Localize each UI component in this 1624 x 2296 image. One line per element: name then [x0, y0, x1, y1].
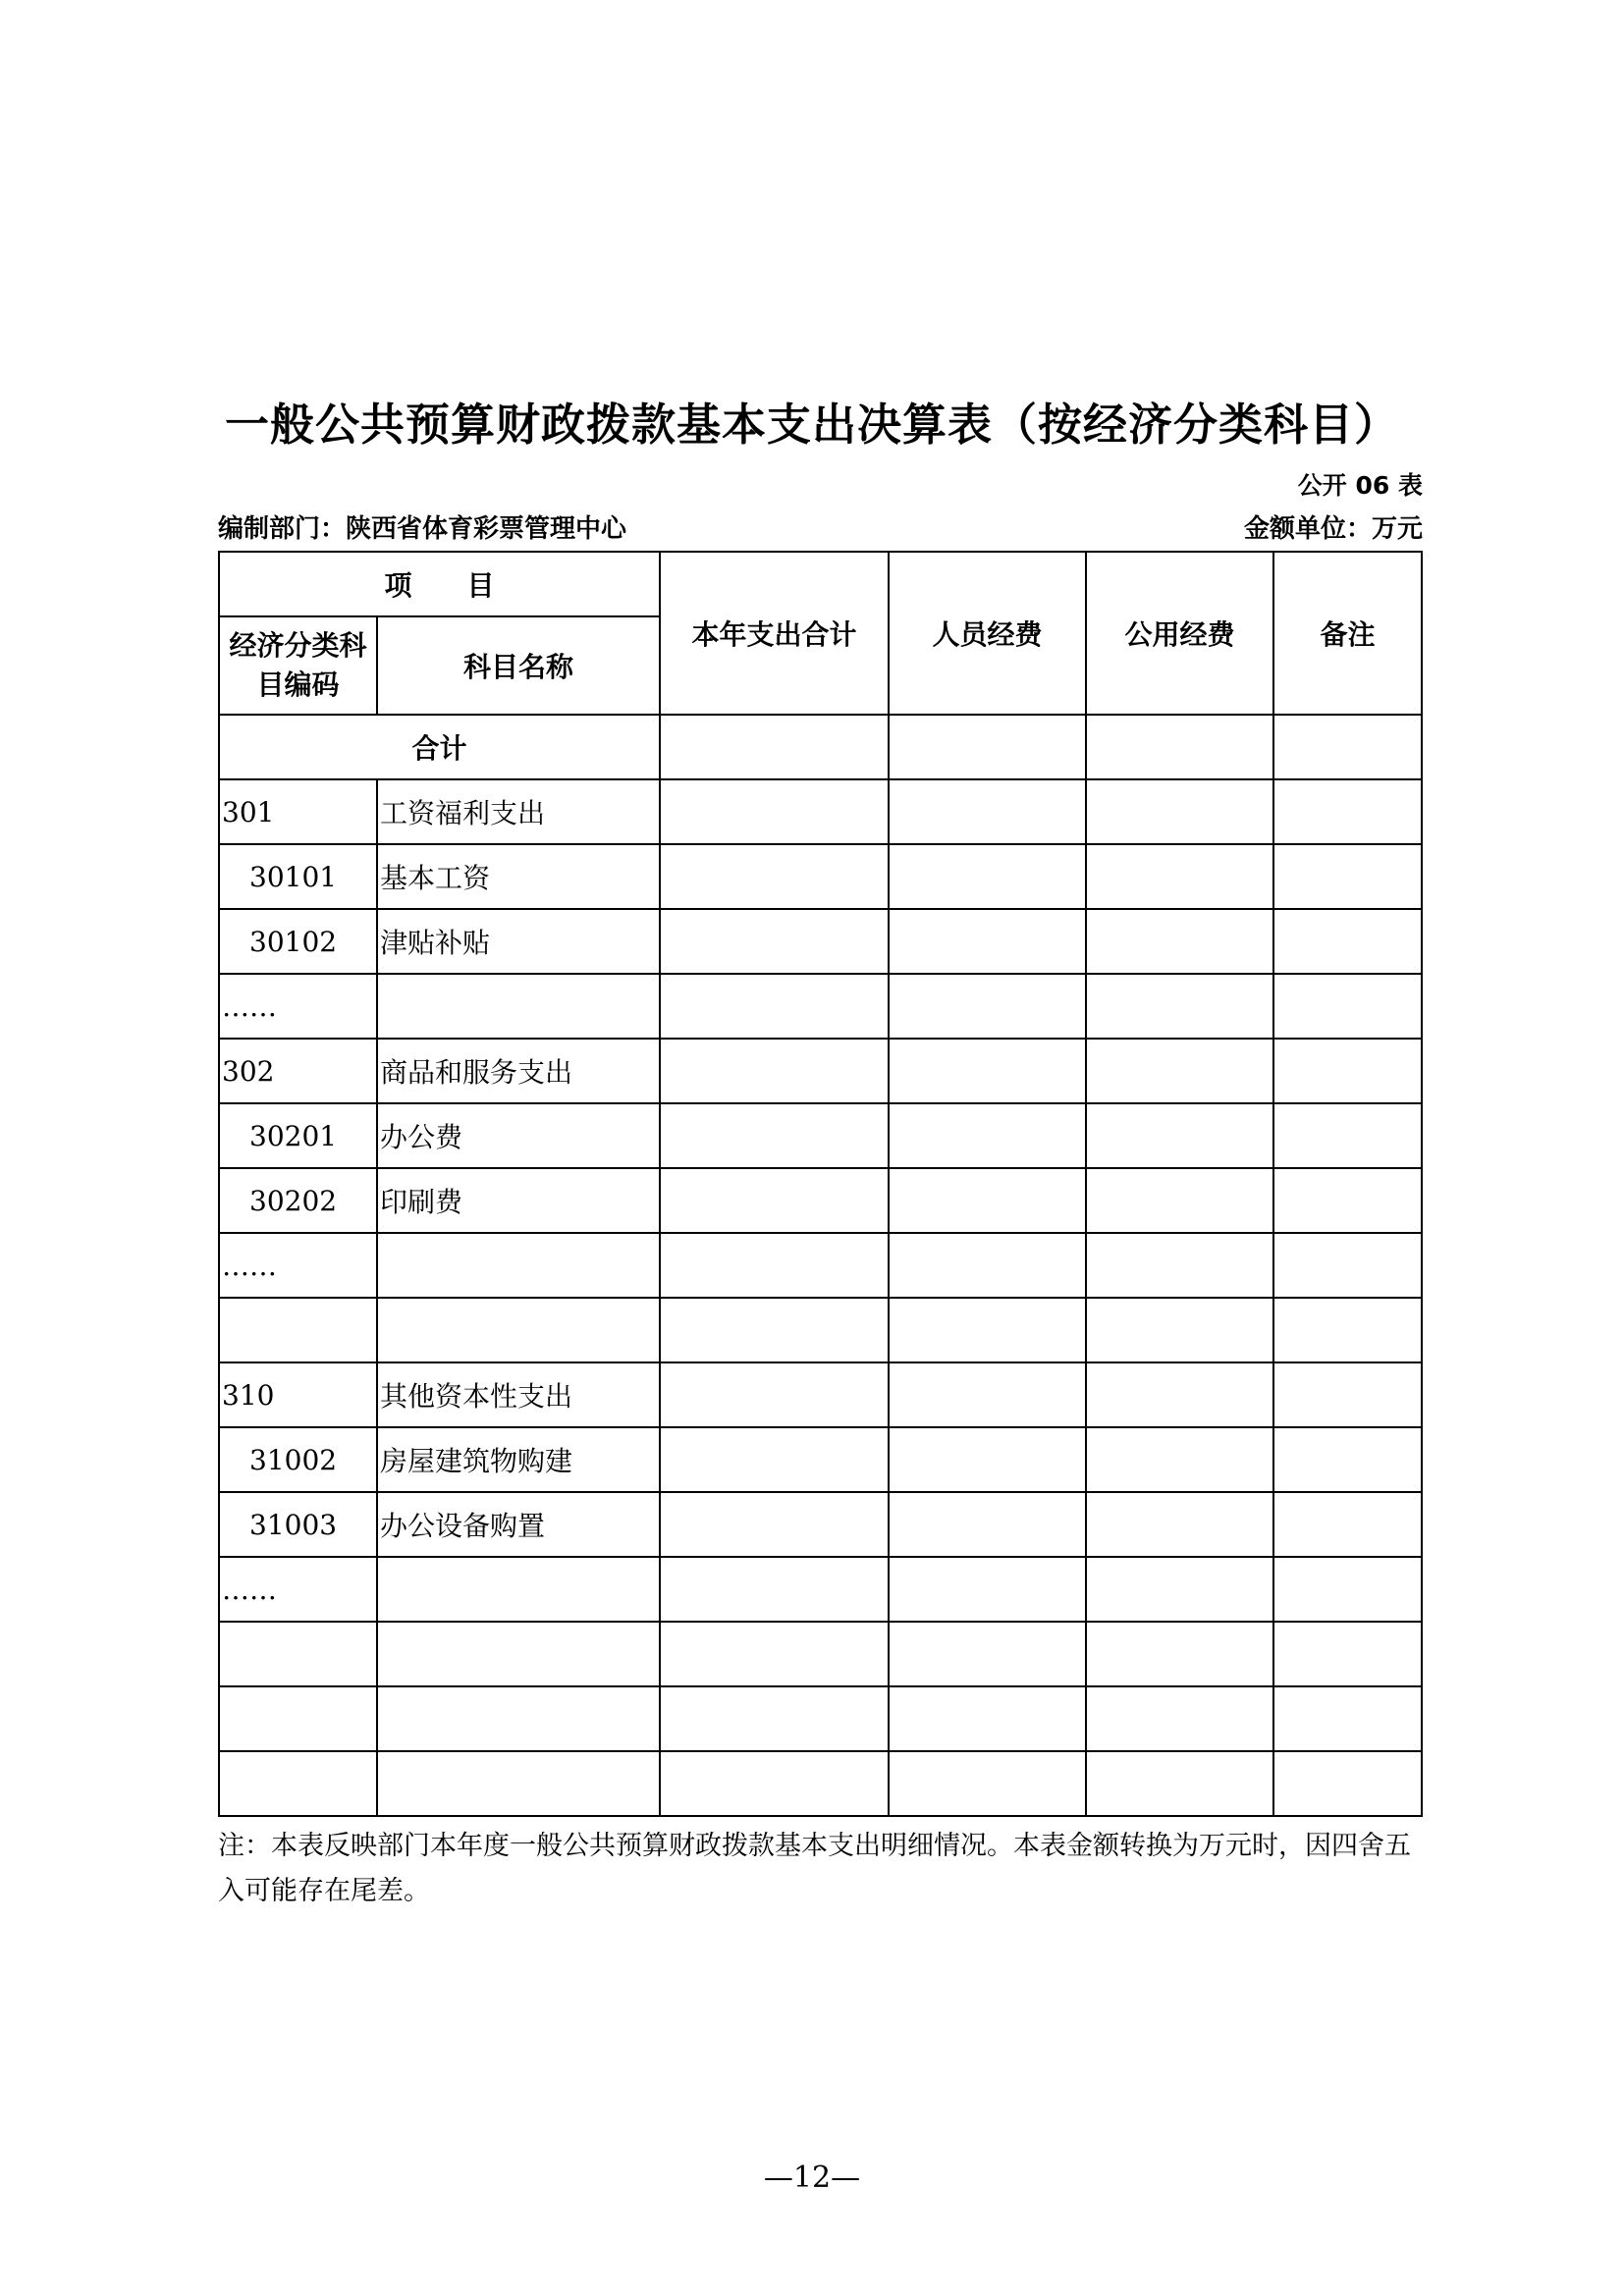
amount-unit: 金额单位：万元 — [1243, 514, 1423, 544]
subject-name-cell: 工资福利支出 — [377, 779, 660, 844]
public-cell — [1086, 1233, 1273, 1298]
compiling-department: 编制部门：陕西省体育彩票管理中心 — [218, 514, 627, 544]
amount-cell — [660, 779, 889, 844]
remark-cell — [1273, 1751, 1422, 1816]
subject-name-cell: 办公设备购置 — [377, 1492, 660, 1557]
amount-cell — [660, 1103, 889, 1168]
remark-cell — [1273, 1622, 1422, 1686]
public-cell — [1086, 844, 1273, 909]
table-row — [219, 1557, 1422, 1622]
remark-cell — [1273, 1492, 1422, 1557]
amount-cell — [660, 974, 889, 1039]
personnel-cell — [889, 1751, 1086, 1816]
page-title: 一般公共预算财政拨款基本支出决算表（按经济分类科目） — [224, 399, 1399, 451]
table-row — [219, 779, 1422, 844]
expenditure-table — [218, 551, 1423, 1817]
header-econ-code: 经济分类科目编码 — [219, 616, 377, 715]
public-cell — [1086, 1492, 1273, 1557]
subject-name-cell — [377, 1751, 660, 1816]
econ-code-cell: 310 — [219, 1362, 377, 1427]
subject-name-cell: 基本工资 — [377, 844, 660, 909]
econ-code-cell: 302 — [219, 1039, 377, 1103]
personnel-cell — [889, 1427, 1086, 1492]
subject-name-cell: 津贴补贴 — [377, 909, 660, 974]
table-row — [219, 1492, 1422, 1557]
subject-name-cell: 办公费 — [377, 1103, 660, 1168]
amount-cell — [660, 1622, 889, 1686]
econ-code-cell — [219, 1622, 377, 1686]
total-public — [1086, 715, 1273, 779]
remark-cell — [1273, 1686, 1422, 1751]
table-note: 注：本表反映部门本年度一般公共预算财政拨款基本支出明细情况。本表金额转换为万元时，因四舍五入可能存在尾差。 — [218, 1831, 1411, 1906]
amount-cell — [660, 1168, 889, 1233]
amount-cell — [660, 1233, 889, 1298]
public-cell — [1086, 1362, 1273, 1427]
table-row — [219, 909, 1422, 974]
personnel-cell — [889, 779, 1086, 844]
personnel-cell — [889, 1233, 1086, 1298]
table-row — [219, 1233, 1422, 1298]
remark-cell — [1273, 779, 1422, 844]
subject-name-cell — [377, 1298, 660, 1362]
amount-cell — [660, 1298, 889, 1362]
public-cell — [1086, 1557, 1273, 1622]
public-cell — [1086, 1686, 1273, 1751]
table-row — [219, 1039, 1422, 1103]
remark-cell — [1273, 1103, 1422, 1168]
remark-cell — [1273, 1298, 1422, 1362]
econ-code-cell: 30202 — [219, 1168, 377, 1233]
public-cell — [1086, 974, 1273, 1039]
subject-name-cell — [377, 1233, 660, 1298]
header-subject-name: 科目名称 — [377, 616, 660, 715]
econ-code-cell — [219, 1686, 377, 1751]
table-row — [219, 974, 1422, 1039]
amount-cell — [660, 1492, 889, 1557]
header-item: 项 目 — [219, 552, 660, 616]
public-cell — [1086, 909, 1273, 974]
econ-code-cell: 30201 — [219, 1103, 377, 1168]
amount-cell — [660, 1427, 889, 1492]
total-row — [219, 715, 1422, 779]
remark-cell — [1273, 844, 1422, 909]
public-cell — [1086, 779, 1273, 844]
remark-cell — [1273, 1362, 1422, 1427]
personnel-cell — [889, 1492, 1086, 1557]
econ-code-cell — [219, 1298, 377, 1362]
total-remark — [1273, 715, 1422, 779]
total-label: 合计 — [219, 715, 660, 779]
public-cell — [1086, 1427, 1273, 1492]
header-remark: 备注 — [1273, 552, 1422, 715]
econ-code-cell: 301 — [219, 779, 377, 844]
total-amount — [660, 715, 889, 779]
amount-cell — [660, 909, 889, 974]
amount-cell — [660, 1557, 889, 1622]
table-row — [219, 1168, 1422, 1233]
remark-cell — [1273, 1233, 1422, 1298]
econ-code-cell: 31002 — [219, 1427, 377, 1492]
remark-cell — [1273, 1557, 1422, 1622]
personnel-cell — [889, 1557, 1086, 1622]
remark-cell — [1273, 909, 1422, 974]
subject-name-cell: 商品和服务支出 — [377, 1039, 660, 1103]
header-public: 公用经费 — [1086, 552, 1273, 715]
econ-code-cell — [219, 1751, 377, 1816]
table-row — [219, 1686, 1422, 1751]
econ-code-cell: 30102 — [219, 909, 377, 974]
page-number: —12— — [763, 2161, 861, 2195]
subject-name-cell: 其他资本性支出 — [377, 1362, 660, 1427]
form-number: 公开 06 表 — [1297, 471, 1423, 500]
public-cell — [1086, 1298, 1273, 1362]
public-cell — [1086, 1751, 1273, 1816]
table-row — [219, 844, 1422, 909]
personnel-cell — [889, 1039, 1086, 1103]
public-cell — [1086, 1622, 1273, 1686]
header-total: 本年支出合计 — [660, 552, 889, 715]
personnel-cell — [889, 1362, 1086, 1427]
subject-name-cell — [377, 1686, 660, 1751]
amount-cell — [660, 1362, 889, 1427]
econ-code-cell: …… — [219, 1557, 377, 1622]
remark-cell — [1273, 1168, 1422, 1233]
amount-cell — [660, 1751, 889, 1816]
header-personnel: 人员经费 — [889, 552, 1086, 715]
personnel-cell — [889, 1686, 1086, 1751]
public-cell — [1086, 1168, 1273, 1233]
personnel-cell — [889, 844, 1086, 909]
subject-name-cell — [377, 1622, 660, 1686]
remark-cell — [1273, 1039, 1422, 1103]
remark-cell — [1273, 974, 1422, 1039]
total-personnel — [889, 715, 1086, 779]
econ-code-cell: 30101 — [219, 844, 377, 909]
subject-name-cell: 印刷费 — [377, 1168, 660, 1233]
amount-cell — [660, 1039, 889, 1103]
personnel-cell — [889, 1622, 1086, 1686]
table-row — [219, 1751, 1422, 1816]
amount-cell — [660, 1686, 889, 1751]
public-cell — [1086, 1039, 1273, 1103]
personnel-cell — [889, 1103, 1086, 1168]
remark-cell — [1273, 1427, 1422, 1492]
table-row — [219, 1622, 1422, 1686]
personnel-cell — [889, 1298, 1086, 1362]
table-row — [219, 1362, 1422, 1427]
subject-name-cell — [377, 974, 660, 1039]
econ-code-cell: 31003 — [219, 1492, 377, 1557]
table-row — [219, 1427, 1422, 1492]
personnel-cell — [889, 909, 1086, 974]
personnel-cell — [889, 974, 1086, 1039]
econ-code-cell: …… — [219, 1233, 377, 1298]
table-row — [219, 1103, 1422, 1168]
table-row — [219, 1298, 1422, 1362]
subject-name-cell — [377, 1557, 660, 1622]
econ-code-cell: …… — [219, 974, 377, 1039]
amount-cell — [660, 844, 889, 909]
public-cell — [1086, 1103, 1273, 1168]
personnel-cell — [889, 1168, 1086, 1233]
subject-name-cell: 房屋建筑物购建 — [377, 1427, 660, 1492]
